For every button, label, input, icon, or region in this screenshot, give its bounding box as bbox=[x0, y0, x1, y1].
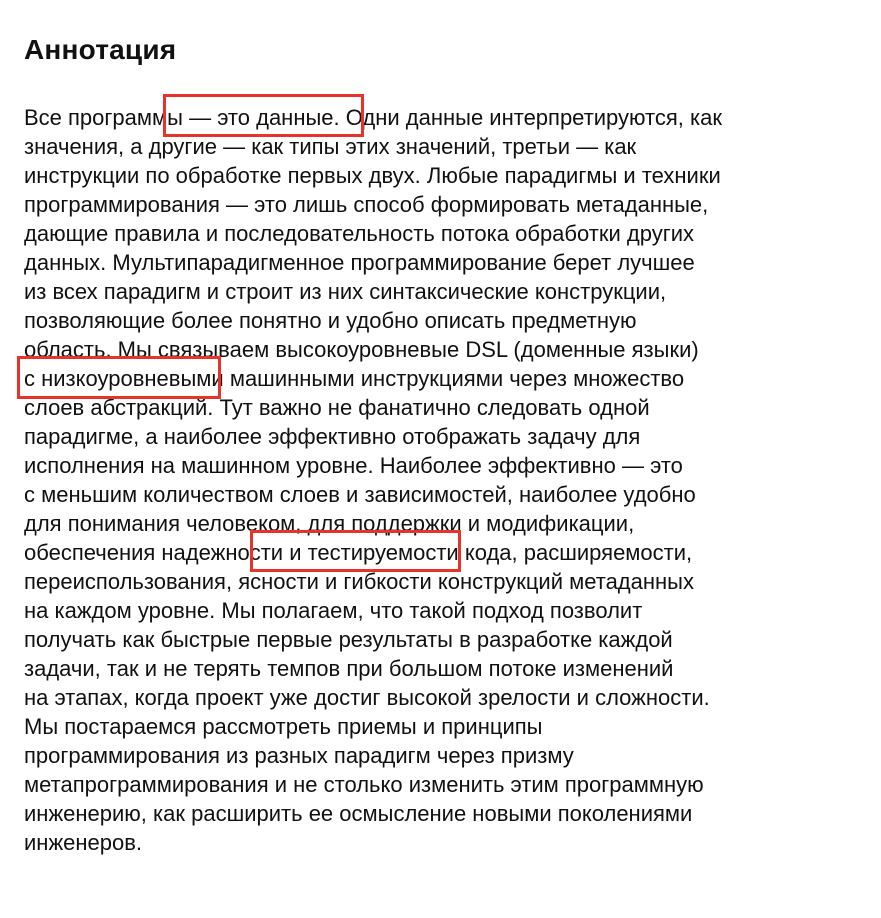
text-line: из всех парадигм и строит из них синтаксические конструкции, bbox=[24, 279, 667, 304]
text-line: с меньшим количеством слоев и зависимостей, наиболее удобно bbox=[24, 482, 696, 507]
text-line: задачи, так и не терять темпов при большом потоке изменений bbox=[24, 656, 674, 681]
text-line: исполнения на машинном уровне. Наиболее эффективно — это bbox=[24, 453, 683, 478]
text-line: переиспользования, ясности и гибкости конструкций метаданных bbox=[24, 569, 694, 594]
text-line: слоев абстракций. Тут важно не фанатично следовать одной bbox=[24, 395, 650, 420]
text-line: инструкции по обработке первых двух. Любые парадигмы и техники bbox=[24, 163, 721, 188]
text-line: данных. Мультипарадигменное программирование берет лучшее bbox=[24, 250, 695, 275]
text-line: программирования из разных парадигм через призму bbox=[24, 743, 574, 768]
text-line: программирования — это лишь способ формировать метаданные, bbox=[24, 192, 709, 217]
abstract-paragraph bbox=[24, 103, 864, 857]
text-line: получать как быстрые первые результаты в разработке каждой bbox=[24, 627, 673, 652]
text-line: инженерию, как расширить ее осмысление новыми поколениями bbox=[24, 801, 693, 826]
text-line: инженеров. bbox=[24, 830, 143, 855]
text-line: на этапах, когда проект уже достиг высокой зрелости и сложности. bbox=[24, 685, 710, 710]
text-line: метапрограммирования и не столько изменить этим программную bbox=[24, 772, 704, 797]
text-line: на каждом уровне. Мы полагаем, что такой подход позволит bbox=[24, 598, 643, 623]
text-line: Все программы — это данные. Одни данные интерпретируются, как bbox=[24, 105, 722, 130]
text-line: обеспечения надежности и тестируемости кода, расширяемости, bbox=[24, 540, 693, 565]
text-line: дающие правила и последовательность потока обработки других bbox=[24, 221, 695, 246]
text-line: с низкоуровневыми машинными инструкциями через множество bbox=[24, 366, 685, 391]
text-line: позволяющие более понятно и удобно описать предметную bbox=[24, 308, 637, 333]
text-line: Мы постараемся рассмотреть приемы и принципы bbox=[24, 714, 543, 739]
text-line: для понимания человеком, для поддержки и модификации, bbox=[24, 511, 635, 536]
text-line: значения, а другие — как типы этих значений, третьи — как bbox=[24, 134, 637, 159]
text-line: область. Мы связываем высокоуровневые DSL (доменные языки) bbox=[24, 337, 699, 362]
text-line: парадигме, а наиболее эффективно отображать задачу для bbox=[24, 424, 641, 449]
page-title: Аннотация bbox=[24, 34, 177, 65]
